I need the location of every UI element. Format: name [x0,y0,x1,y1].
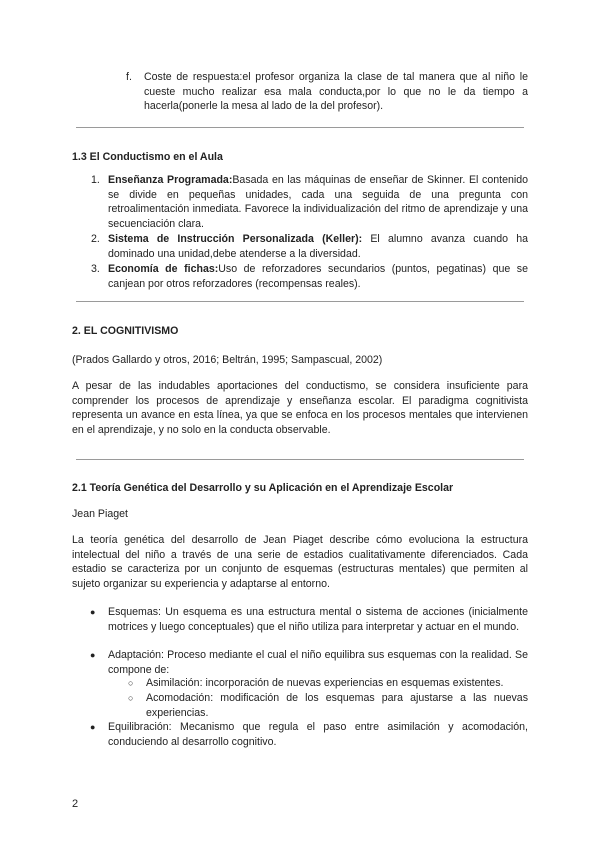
horizontal-divider [76,127,524,128]
paragraph-cognitivismo: A pesar de las indudables aportaciones del conductismo, se considera insuficiente para comprender los procesos de aprendizaje y enseñanza escolar. El paradigma cognitivista representa un avance en esta línea, ya que se enfoca en los procesos mentales que intervienen en el aprendizaje, y no solo en la conducta observable. [72,380,528,436]
list-marker: 2. [91,233,100,245]
author: Jean Piaget [72,508,128,520]
sub-bullet-marker: ○ [128,678,134,688]
list-marker: 3. [91,263,100,275]
bullet-marker: ● [90,650,96,660]
list-item-esquemas: Esquemas: Un esquema es una estructura mental o sistema de acciones (inicialmente motrices y luego conceptuales) que el niño utiliza para interpretar y actuar en el mundo. [108,606,528,633]
bullet-marker: ● [90,722,96,732]
list-item-adaptacion: Adaptación: Proceso mediante el cual el niño equilibra sus esquemas con la realidad. Se compone de: [108,649,528,676]
list-item-coste-respuesta: Coste de respuesta:el profesor organiza la clase de tal manera que al niño le cueste mucho realizar esa mala conducta,por lo que no le da tiempo a hacerla(ponerle la mesa al lado de la del profesor). [144,71,528,113]
bullet-marker: ● [90,607,96,617]
list-item-ensenanza-programada [108,173,528,231]
section-heading-2: 2. EL COGNITIVISMO [72,325,179,337]
section-heading-2-1: 2.1 Teoría Genética del Desarrollo y su Aplicación en el Aprendizaje Escolar [72,482,454,494]
item-text: Basada en las máquinas de enseñar de Skinner. El contenido se divide en pequeñas unidades, cada una seguida de una pregunta con retroalimentación inmediata. Favorece la individualización del ritmo de aprendizaje y una secuenciación clara. [108,174,528,230]
list-item-asimilacion: Asimilación: incorporación de nuevas experiencias en esquemas existentes. [146,677,504,689]
list-marker: 1. [91,174,100,186]
page-number: 2 [72,798,79,810]
list-marker: f. [126,71,132,83]
list-item-economia-fichas [108,262,528,291]
item-title: Economía de fichas: [108,263,219,275]
sub-bullet-marker: ○ [128,693,134,703]
citation: (Prados Gallardo y otros, 2016; Beltrán, 1995; Sampascual, 2002) [72,354,383,366]
list-item-keller [108,232,528,261]
item-text: El alumno avanza cuando ha dominado una unidad,debe atenderse a la diversidad. [108,233,528,260]
paragraph-piaget: La teoría genética del desarrollo de Jean Piaget describe cómo evoluciona la estructura intelectual del niño a través de una serie de estadios cualitativamente diferenciados. Cada estadio se caracteriza por un conjunto de esquemas (estructuras mentales) que permiten al sujeto organizar su experiencia y adaptarse al entorno. [72,534,528,590]
item-title: Enseñanza Programada: [108,174,233,186]
list-item-equilibracion: Equilibración: Mecanismo que regula el paso entre asimilación y acomodación, conduciendo al desarrollo cognitivo. [108,721,528,748]
item-title: Sistema de Instrucción Personalizada (Keller): [108,233,363,245]
horizontal-divider [76,459,524,460]
horizontal-divider [76,301,524,302]
section-heading-1-3: 1.3 El Conductismo en el Aula [72,151,223,163]
list-item-acomodacion: Acomodación: modificación de los esquemas para ajustarse a las nuevas experiencias. [146,692,528,719]
item-text: Uso de reforzadores secundarios (puntos, pegatinas) que se canjean por otros reforzadores (recompensas reales). [108,263,528,290]
